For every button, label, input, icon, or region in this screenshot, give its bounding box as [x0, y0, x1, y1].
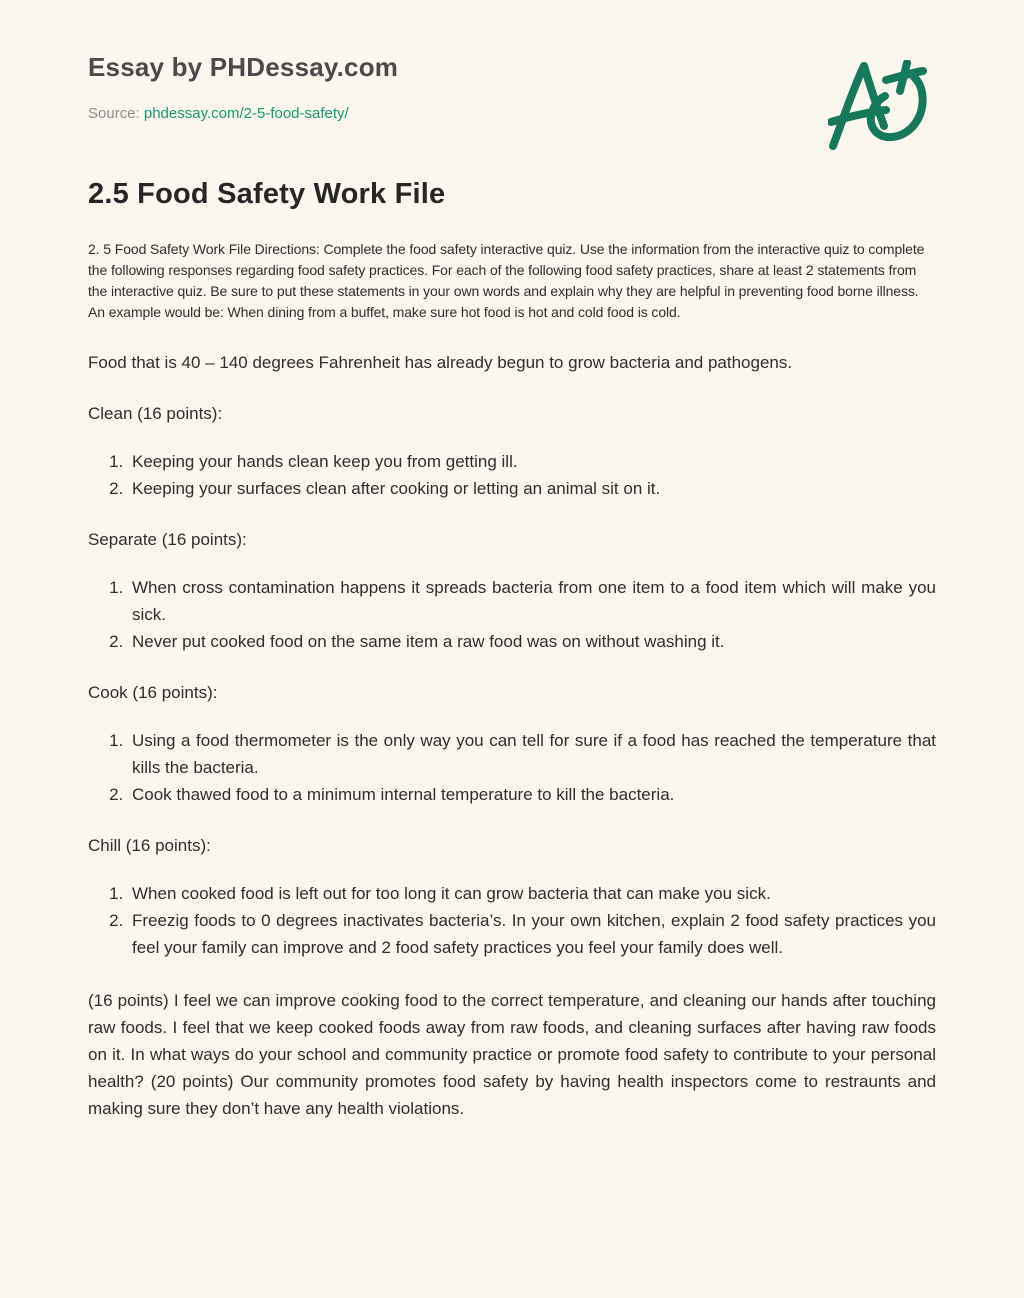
list-item: 1. Keeping your hands clean keep you from getting ill. [128, 448, 936, 475]
separate-list [88, 574, 936, 655]
section-heading-cook: Cook (16 points): [88, 683, 218, 702]
list-item: 1. Using a food thermometer is the only way you can tell for sure if a food has reached the temperature that kills the bacteria. [128, 727, 936, 781]
directions-paragraph: 2. 5 Food Safety Work File Directions: Complete the food safety interactive quiz. Use the information from the interactive quiz to complete the following responses regarding food safety practices. For each of the following food safety practices, share at least 2 statements from the interactive quiz. Be sure to put these statements in your own words and explain why they are helpful in preventing food borne illness. An example would be: When dining from a buffet, make sure hot food is hot and cold food is cold. [88, 241, 925, 320]
essay-content [88, 178, 936, 1122]
source-link[interactable]: phdessay.com/2-5-food-safety/ [143, 105, 349, 122]
site-title: Essay by PHDessay.com [88, 52, 399, 82]
phdessay-aplus-logo-icon [828, 60, 928, 150]
source-label: Source: [88, 105, 144, 122]
list-item: 2. Keeping your surfaces clean after cooking or letting an animal sit on it. [128, 475, 936, 502]
list-item: 2. Cook thawed food to a minimum internal temperature to kill the bacteria. [128, 781, 936, 808]
intro-paragraph: Food that is 40 – 140 degrees Fahrenheit has already begun to grow bacteria and pathogens. [88, 353, 793, 372]
page-header [88, 52, 936, 122]
essay-title: 2.5 Food Safety Work File [88, 178, 446, 210]
section-heading-clean: Clean (16 points): [88, 404, 223, 423]
closing-paragraph: (16 points) I feel we can improve cooking food to the correct temperature, and cleaning our hands after touching raw foods. I feel that we keep cooked foods away from raw foods, and cleaning surfaces after having raw foods on it. In what ways do your school and community practice or promote food safety to contribute to your personal health? (20 points) Our community promotes food safety by having health inspectors come to restraunts and making sure they don’t have any health violations. [88, 991, 936, 1118]
clean-list [88, 448, 936, 502]
list-item: 2. Freezig foods to 0 degrees inactivates bacteria’s. In your own kitchen, explain 2 food safety practices you feel your family can improve and 2 food safety practices you feel your family does well. [128, 907, 936, 961]
section-heading-separate: Separate (16 points): [88, 530, 247, 549]
list-item: 2. Never put cooked food on the same item a raw food was on without washing it. [128, 628, 936, 655]
cook-list [88, 727, 936, 808]
section-heading-chill: Chill (16 points): [88, 836, 211, 855]
chill-list [88, 880, 936, 961]
source-line [88, 105, 936, 122]
list-item: 1. When cooked food is left out for too long it can grow bacteria that can make you sick. [128, 880, 936, 907]
list-item: 1. When cross contamination happens it spreads bacteria from one item to a food item which will make you sick. [128, 574, 936, 628]
